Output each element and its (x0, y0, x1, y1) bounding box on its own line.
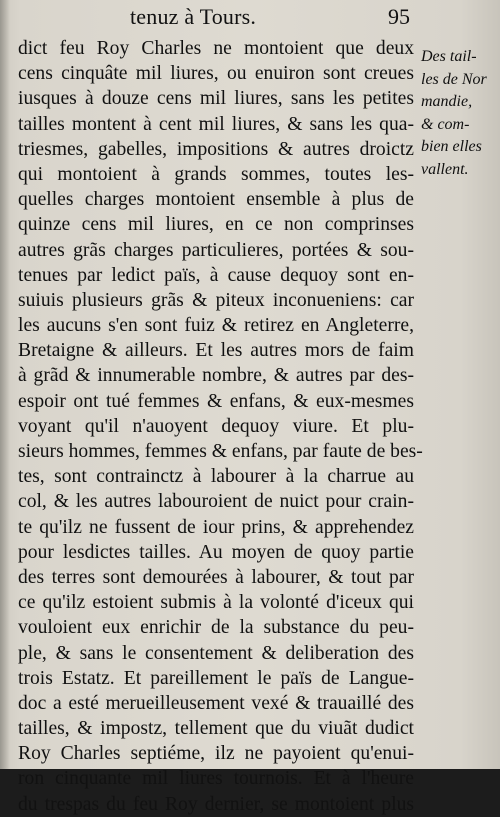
running-head-title: tenuz à Tours. (130, 4, 257, 29)
text-line: tailles, & impostz, tellement que du viuãt dudict (18, 718, 414, 740)
text-line: voyant qu'il n'auoyent dequoy viure. Et plu- (18, 415, 414, 437)
marginal-note-line: & com- (421, 115, 470, 133)
text-line: qui montoient à grands sommes, toutes les- (18, 163, 414, 185)
text-line: Roy Charles septiéme, ilz ne payoient qu'enui- (18, 743, 414, 765)
text-line: doc a esté merueilleusement vexé & trauaillé des (18, 692, 414, 714)
text-line: ron cinquante mil liures tournois. Et à l'heure (18, 768, 414, 790)
text-line: Bretaigne & ailleurs. Et les autres mors de faim (18, 340, 414, 362)
marginal-note-line: Des tail- (421, 48, 477, 65)
text-line: du trespas du feu Roy dernier, se montoient plus (18, 793, 414, 815)
text-line: autres grãs charges particulieres, portées & sou- (18, 239, 414, 261)
text-line: iusques à douze cens mil liures, sans les petites (18, 88, 414, 110)
gutter-shadow (0, 0, 10, 769)
text-line: espoir ont tué femmes & enfans, & eux-mesmes (18, 390, 414, 412)
text-line: sieurs hommes, femmes & enfans, par faute de bes- (18, 441, 423, 462)
running-head (0, 4, 500, 30)
marginal-note-line: bien elles (421, 138, 482, 155)
text-line: ce qu'ilz estoient submis à la volonté d'iceux qui (18, 592, 414, 614)
text-line: col, & les autres labouroient de nuict pour crain- (18, 491, 414, 513)
text-line: des terres sont demourées à labourer, & tout par (18, 566, 414, 588)
marginal-note-line: mandie, (421, 93, 473, 110)
text-line: quelles charges montoient ensemble à plus de (18, 189, 414, 211)
text-line: dict feu Roy Charles ne montoient que deux (18, 38, 414, 59)
text-line: à grãd & innumerable nombre, & autres par des- (18, 365, 414, 387)
body-text (18, 36, 423, 817)
marginal-note-line: les de Nor (421, 70, 487, 88)
text-line: te qu'ilz ne fussent de iour prins, & apprehendez (18, 516, 414, 538)
text-line: quinze cens mil liures, en ce non comprinses (18, 214, 414, 236)
page-number: 95 (388, 4, 410, 29)
text-line: vouloient eux enrichir de la substance du peu- (18, 617, 414, 639)
text-line: cens cinquâte mil liures, ou enuiron sont creues (18, 63, 414, 85)
text-line: ple, & sans le consentement & deliberation des (18, 642, 414, 664)
text-line: pour lesdictes tailles. Au moyen de quoy partie (18, 541, 414, 563)
text-line: tailles montent à cent mil liures, & sans les qua- (18, 113, 414, 135)
marginal-note-line: vallent. (421, 160, 469, 178)
text-line: trois Estatz. Et pareillement le païs de Langue- (18, 667, 414, 689)
text-line: suiuis plusieurs grãs & piteux inconueniens: car (18, 289, 414, 311)
text-line: triesmes, gabelles, impositions & autres droictz (18, 138, 414, 160)
marginal-note (421, 46, 497, 181)
text-line: les aucuns s'en sont fuiz & retirez en Angleterre, (18, 315, 414, 337)
text-line: tenues par ledict païs, à cause dequoy sont en- (18, 264, 414, 286)
text-line: tes, sont contrainctz à labourer à la charrue au (18, 466, 414, 488)
